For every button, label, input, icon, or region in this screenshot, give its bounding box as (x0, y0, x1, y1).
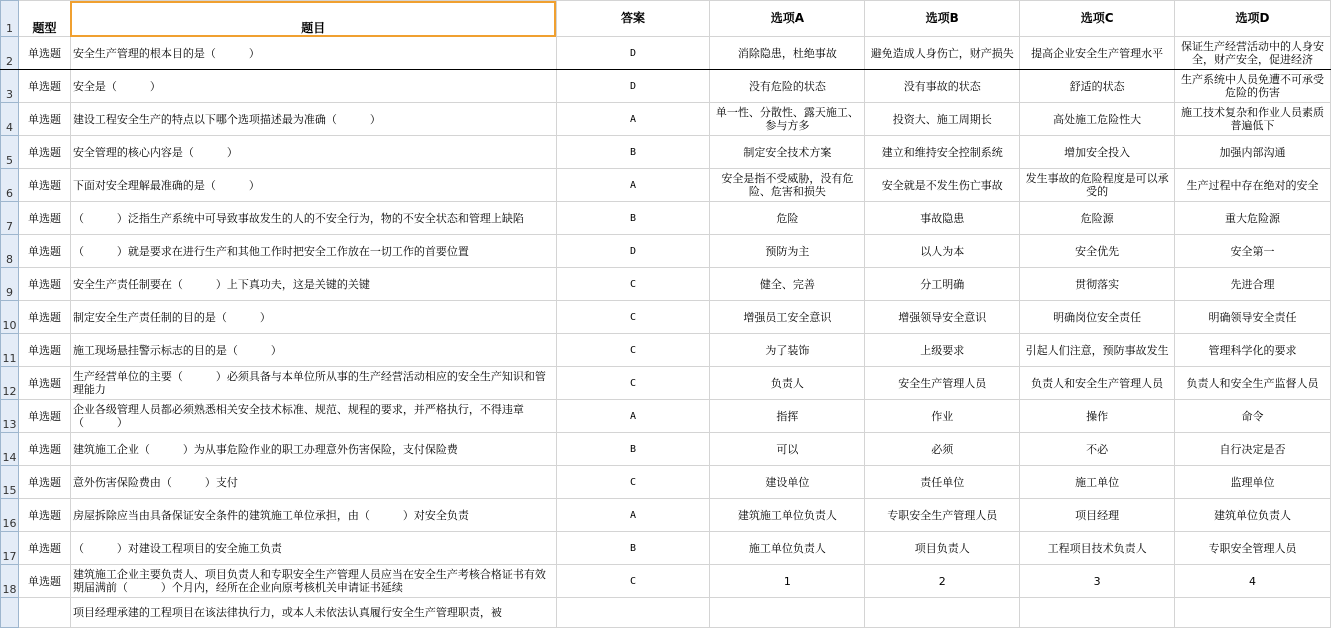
cell-option-c[interactable]: 安全优先 (1020, 235, 1175, 268)
cell-question[interactable]: 安全管理的核心内容是（ ） (70, 136, 556, 169)
cell-option-a[interactable]: 增强员工安全意识 (710, 301, 865, 334)
cell-option-b[interactable]: 投资大、施工周期长 (865, 103, 1020, 136)
cell-type[interactable]: 单选题 (18, 433, 70, 466)
cell-option-c[interactable]: 引起人们注意，预防事故发生 (1020, 334, 1175, 367)
cell-answer[interactable]: C (556, 466, 710, 499)
table-row (1, 301, 1331, 334)
cell-answer[interactable]: B (556, 202, 710, 235)
cell-question[interactable]: 意外伤害保险费由（ ）支付 (70, 466, 556, 499)
cell-option-d[interactable]: 建筑单位负责人 (1175, 499, 1331, 532)
row-number[interactable]: 7 (1, 202, 19, 235)
row-number[interactable]: 2 (1, 37, 19, 70)
table-row (1, 565, 1331, 598)
cell-option-c[interactable]: 工程项目技术负责人 (1020, 532, 1175, 565)
row-number[interactable]: 10 (1, 301, 19, 334)
row-number[interactable] (1, 598, 19, 628)
cell-option-c[interactable]: 不必 (1020, 433, 1175, 466)
header-option-d[interactable]: 选项D (1175, 1, 1331, 37)
cell-option-b[interactable]: 避免造成人身伤亡，财产损失 (865, 37, 1020, 70)
cell-option-d[interactable]: 明确领导安全责任 (1175, 301, 1331, 334)
cell-option-d[interactable]: 自行决定是否 (1175, 433, 1331, 466)
cell-question[interactable]: 建设工程安全生产的特点以下哪个选项描述最为准确（ ） (70, 103, 556, 136)
row-number[interactable]: 8 (1, 235, 19, 268)
row-number[interactable]: 1 (1, 1, 19, 37)
header-option-c[interactable]: 选项C (1020, 1, 1175, 37)
cell-option-a[interactable]: 预防为主 (710, 235, 865, 268)
table-row (1, 334, 1331, 367)
table-row (1, 598, 1331, 628)
cell-option-d[interactable]: 安全第一 (1175, 235, 1331, 268)
header-type[interactable]: 题型 (18, 1, 70, 37)
cell-option-d[interactable]: 施工技术复杂和作业人员素质普遍低下 (1175, 103, 1331, 136)
cell-option-a[interactable]: 建筑施工单位负责人 (710, 499, 865, 532)
cell-answer[interactable]: B (556, 136, 710, 169)
cell-option-c[interactable]: 危险源 (1020, 202, 1175, 235)
cell-option-c[interactable]: 操作 (1020, 400, 1175, 433)
cell-type[interactable]: 单选题 (18, 367, 70, 400)
cell-option-d[interactable]: 专职安全管理人员 (1175, 532, 1331, 565)
cell-option-a[interactable]: 负责人 (710, 367, 865, 400)
cell-type[interactable]: 单选题 (18, 103, 70, 136)
cell-option-b[interactable]: 安全就是不发生伤亡事故 (865, 169, 1020, 202)
cell-question[interactable]: 制定安全生产责任制的目的是（ ） (70, 301, 556, 334)
row-number[interactable]: 4 (1, 103, 19, 136)
cell-type[interactable]: 单选题 (18, 400, 70, 433)
table-row (1, 103, 1331, 136)
cell-option-b[interactable]: 以人为本 (865, 235, 1020, 268)
cell-question[interactable]: 安全生产管理的根本目的是（ ） (70, 37, 556, 70)
table-row (1, 37, 1331, 70)
table-row (1, 202, 1331, 235)
cell-question[interactable]: 安全生产责任制要在（ ）上下真功夫，这是关键的关键 (70, 268, 556, 301)
row-number[interactable]: 3 (1, 70, 19, 103)
cell-option-a[interactable]: 安全是指不受威胁，没有危险、危害和损失 (710, 169, 865, 202)
table-row (1, 532, 1331, 565)
cell-type[interactable]: 单选题 (18, 466, 70, 499)
cell-option-b[interactable]: 安全生产管理人员 (865, 367, 1020, 400)
header-option-a[interactable]: 选项A (710, 1, 865, 37)
cell-answer[interactable]: B (556, 532, 710, 565)
cell-type[interactable]: 单选题 (18, 235, 70, 268)
cell-type[interactable]: 单选题 (18, 169, 70, 202)
cell-type[interactable]: 单选题 (18, 565, 70, 598)
cell-option-a[interactable]: 健全、完善 (710, 268, 865, 301)
table-row (1, 433, 1331, 466)
table-row (1, 136, 1331, 169)
cell-type[interactable]: 单选题 (18, 334, 70, 367)
cell-question[interactable]: 建筑施工企业（ ）为从事危险作业的职工办理意外伤害保险，支付保险费 (70, 433, 556, 466)
cell-option-d[interactable]: 生产过程中存在绝对的安全 (1175, 169, 1331, 202)
cell-option-b[interactable]: 必须 (865, 433, 1020, 466)
cell-answer[interactable]: D (556, 235, 710, 268)
cell-type[interactable]: 单选题 (18, 202, 70, 235)
cell-option-a[interactable]: 施工单位负责人 (710, 532, 865, 565)
cell-option-a[interactable]: 1 (710, 565, 865, 598)
cell-option-c[interactable]: 项目经理 (1020, 499, 1175, 532)
cell-option-b[interactable]: 项目负责人 (865, 532, 1020, 565)
cell-option-d[interactable]: 先进合理 (1175, 268, 1331, 301)
cell-option-a[interactable] (710, 598, 865, 628)
row-number[interactable]: 12 (1, 367, 19, 400)
cell-option-d[interactable]: 管理科学化的要求 (1175, 334, 1331, 367)
cell-option-d[interactable]: 重大危险源 (1175, 202, 1331, 235)
cell-type[interactable]: 单选题 (18, 268, 70, 301)
cell-answer[interactable]: A (556, 499, 710, 532)
cell-option-b[interactable]: 作业 (865, 400, 1020, 433)
cell-option-a[interactable]: 可以 (710, 433, 865, 466)
cell-answer[interactable]: C (556, 565, 710, 598)
cell-option-a[interactable]: 制定安全技术方案 (710, 136, 865, 169)
table-row (1, 367, 1331, 400)
table-row (1, 70, 1331, 103)
cell-question[interactable]: 安全是（ ） (70, 70, 556, 103)
cell-answer[interactable]: C (556, 367, 710, 400)
cell-question[interactable]: 生产经营单位的主要（ ）必须具备与本单位所从事的生产经营活动相应的安全生产知识和管理能力 (70, 367, 556, 400)
table-row (1, 400, 1331, 433)
row-number[interactable]: 17 (1, 532, 19, 565)
header-option-b[interactable]: 选项B (865, 1, 1020, 37)
cell-option-d[interactable]: 保证生产经营活动中的人身安全，财产安全，促进经济 (1175, 37, 1331, 70)
cell-type[interactable]: 单选题 (18, 499, 70, 532)
table-row (1, 235, 1331, 268)
row-number[interactable]: 5 (1, 136, 19, 169)
cell-option-b[interactable]: 事故隐患 (865, 202, 1020, 235)
cell-option-b[interactable]: 分工明确 (865, 268, 1020, 301)
cell-question[interactable]: 施工现场悬挂警示标志的目的是（ ） (70, 334, 556, 367)
cell-answer[interactable] (556, 598, 710, 628)
cell-option-d[interactable]: 生产系统中人员免遭不可承受危险的伤害 (1175, 70, 1331, 103)
header-row (1, 1, 1331, 37)
cell-option-b[interactable]: 增强领导安全意识 (865, 301, 1020, 334)
cell-type[interactable]: 单选题 (18, 301, 70, 334)
cell-answer[interactable]: B (556, 433, 710, 466)
cell-answer[interactable]: D (556, 70, 710, 103)
cell-answer[interactable]: C (556, 334, 710, 367)
cell-option-b[interactable]: 2 (865, 565, 1020, 598)
table-row (1, 169, 1331, 202)
cell-option-a[interactable]: 建设单位 (710, 466, 865, 499)
row-number[interactable]: 18 (1, 565, 19, 598)
cell-type[interactable]: 单选题 (18, 70, 70, 103)
cell-answer[interactable]: C (556, 268, 710, 301)
cell-question[interactable]: 下面对安全理解最准确的是（ ） (70, 169, 556, 202)
cell-option-b[interactable]: 建立和维持安全控制系统 (865, 136, 1020, 169)
cell-answer[interactable]: D (556, 37, 710, 70)
cell-option-a[interactable]: 单一性、分散性、露天施工、参与方多 (710, 103, 865, 136)
table-row (1, 466, 1331, 499)
cell-option-c[interactable]: 增加安全投入 (1020, 136, 1175, 169)
row-number[interactable]: 9 (1, 268, 19, 301)
cell-option-b[interactable]: 责任单位 (865, 466, 1020, 499)
cell-option-d[interactable]: 加强内部沟通 (1175, 136, 1331, 169)
cell-question[interactable]: 企业各级管理人员都必须熟悉相关安全技术标准、规范、规程的要求，并严格执行，不得违章（ ） (70, 400, 556, 433)
cell-answer[interactable]: A (556, 169, 710, 202)
cell-option-c[interactable]: 贯彻落实 (1020, 268, 1175, 301)
table-row (1, 499, 1331, 532)
row-number[interactable]: 13 (1, 400, 19, 433)
cell-option-c[interactable] (1020, 598, 1175, 628)
table-row (1, 268, 1331, 301)
row-number[interactable]: 14 (1, 433, 19, 466)
cell-option-c[interactable]: 提高企业安全生产管理水平 (1020, 37, 1175, 70)
cell-option-b[interactable]: 上级要求 (865, 334, 1020, 367)
cell-option-a[interactable]: 危险 (710, 202, 865, 235)
cell-option-a[interactable]: 没有危险的状态 (710, 70, 865, 103)
cell-option-c[interactable]: 负责人和安全生产管理人员 (1020, 367, 1175, 400)
row-number[interactable]: 16 (1, 499, 19, 532)
row-number[interactable]: 6 (1, 169, 19, 202)
cell-option-c[interactable]: 3 (1020, 565, 1175, 598)
cell-answer[interactable]: A (556, 400, 710, 433)
cell-question[interactable]: （ ）对建设工程项目的安全施工负责 (70, 532, 556, 565)
cell-type[interactable]: 单选题 (18, 136, 70, 169)
cell-question[interactable]: 建筑施工企业主要负责人、项目负责人和专职安全生产管理人员应当在安全生产考核合格证书有效期届满前（ ）个月内，经所在企业向原考核机关申请证书延续 (70, 565, 556, 598)
cell-option-b[interactable]: 专职安全生产管理人员 (865, 499, 1020, 532)
cell-option-d[interactable]: 命令 (1175, 400, 1331, 433)
cell-question[interactable]: 项目经理承建的工程项目在该法律执行力，或本人未依法认真履行安全生产管理职责，被 (70, 598, 556, 628)
cell-type[interactable]: 单选题 (18, 532, 70, 565)
cell-answer[interactable]: A (556, 103, 710, 136)
header-question[interactable]: 题目 (70, 1, 556, 37)
cell-option-b[interactable] (865, 598, 1020, 628)
cell-answer[interactable]: C (556, 301, 710, 334)
cell-option-c[interactable]: 发生事故的危险程度是可以承受的 (1020, 169, 1175, 202)
cell-type[interactable]: 单选题 (18, 37, 70, 70)
cell-option-a[interactable]: 消除隐患，杜绝事故 (710, 37, 865, 70)
cell-option-c[interactable]: 施工单位 (1020, 466, 1175, 499)
cell-option-c[interactable]: 明确岗位安全责任 (1020, 301, 1175, 334)
cell-option-d[interactable] (1175, 598, 1331, 628)
cell-option-c[interactable]: 舒适的状态 (1020, 70, 1175, 103)
cell-option-b[interactable]: 没有事故的状态 (865, 70, 1020, 103)
row-number[interactable]: 11 (1, 334, 19, 367)
cell-option-a[interactable]: 指挥 (710, 400, 865, 433)
cell-option-d[interactable]: 负责人和安全生产监督人员 (1175, 367, 1331, 400)
row-number[interactable]: 15 (1, 466, 19, 499)
cell-question[interactable]: （ ）就是要求在进行生产和其他工作时把安全工作放在一切工作的首要位置 (70, 235, 556, 268)
cell-option-a[interactable]: 为了装饰 (710, 334, 865, 367)
cell-question[interactable]: （ ）泛指生产系统中可导致事故发生的人的不安全行为，物的不安全状态和管理上缺陷 (70, 202, 556, 235)
header-answer[interactable]: 答案 (556, 1, 710, 37)
cell-option-d[interactable]: 监理单位 (1175, 466, 1331, 499)
cell-option-d[interactable]: 4 (1175, 565, 1331, 598)
cell-option-c[interactable]: 高处施工危险性大 (1020, 103, 1175, 136)
cell-question[interactable]: 房屋拆除应当由具备保证安全条件的建筑施工单位承担，由（ ）对安全负责 (70, 499, 556, 532)
cell-type[interactable] (18, 598, 70, 628)
